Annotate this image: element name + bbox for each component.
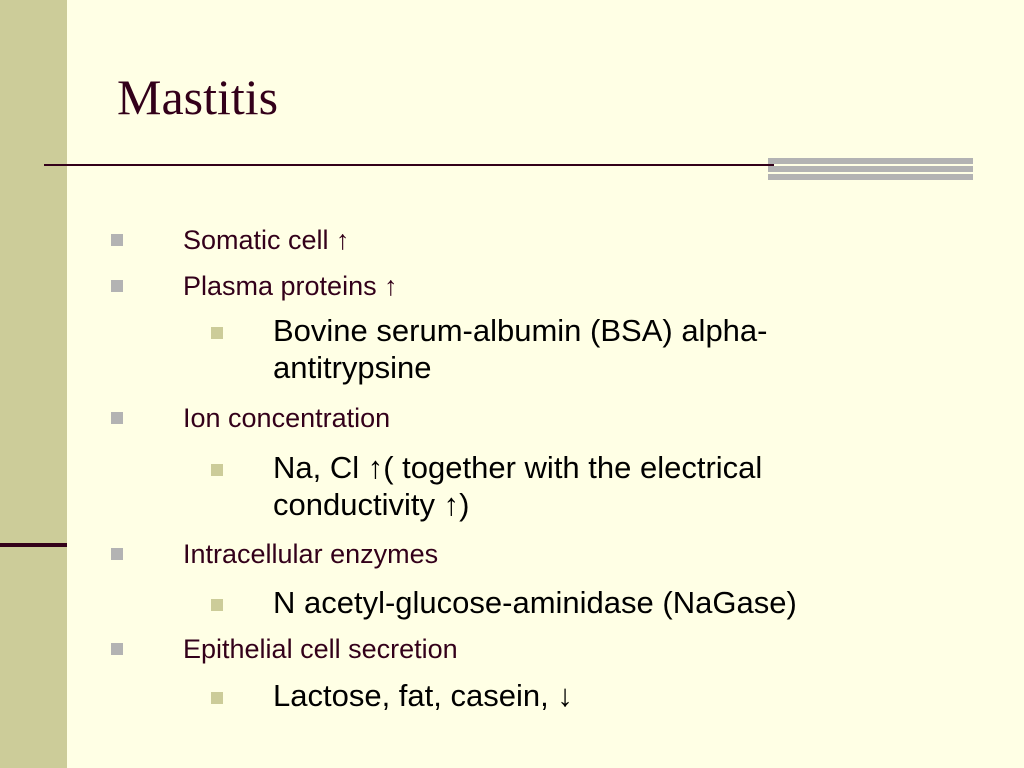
bullet-square-icon: [111, 643, 123, 655]
slide-title: Mastitis: [117, 69, 279, 125]
sub-bullet-square-icon: [211, 692, 223, 704]
bullet-square-icon: [111, 412, 123, 424]
sub-bullet-text: Bovine serum-albumin (BSA) alpha-antitrypsine: [273, 313, 768, 385]
bullet-text: Epithelial cell secretion: [183, 634, 458, 664]
sub-bullet-text: Na, Cl ↑( together with the electrical conductivity ↑): [273, 450, 763, 522]
sub-bullet-square-icon: [211, 464, 223, 476]
bullet-square-icon: [111, 280, 123, 292]
sub-bullet-text: Lactose, fat, casein, ↓: [273, 678, 573, 713]
bullet-text: Somatic cell ↑: [183, 225, 350, 255]
bullet-text: Ion concentration: [183, 403, 391, 433]
sub-bullet-square-icon: [211, 327, 223, 339]
bullet-text: Plasma proteins ↑: [183, 271, 398, 301]
bullet-square-icon: [111, 548, 123, 560]
bullet-text: Intracellular enzymes: [183, 539, 439, 569]
sub-bullet-text: N acetyl-glucose-aminidase (NaGase): [273, 585, 797, 620]
sub-bullet-square-icon: [211, 599, 223, 611]
bullet-square-icon: [111, 234, 123, 246]
